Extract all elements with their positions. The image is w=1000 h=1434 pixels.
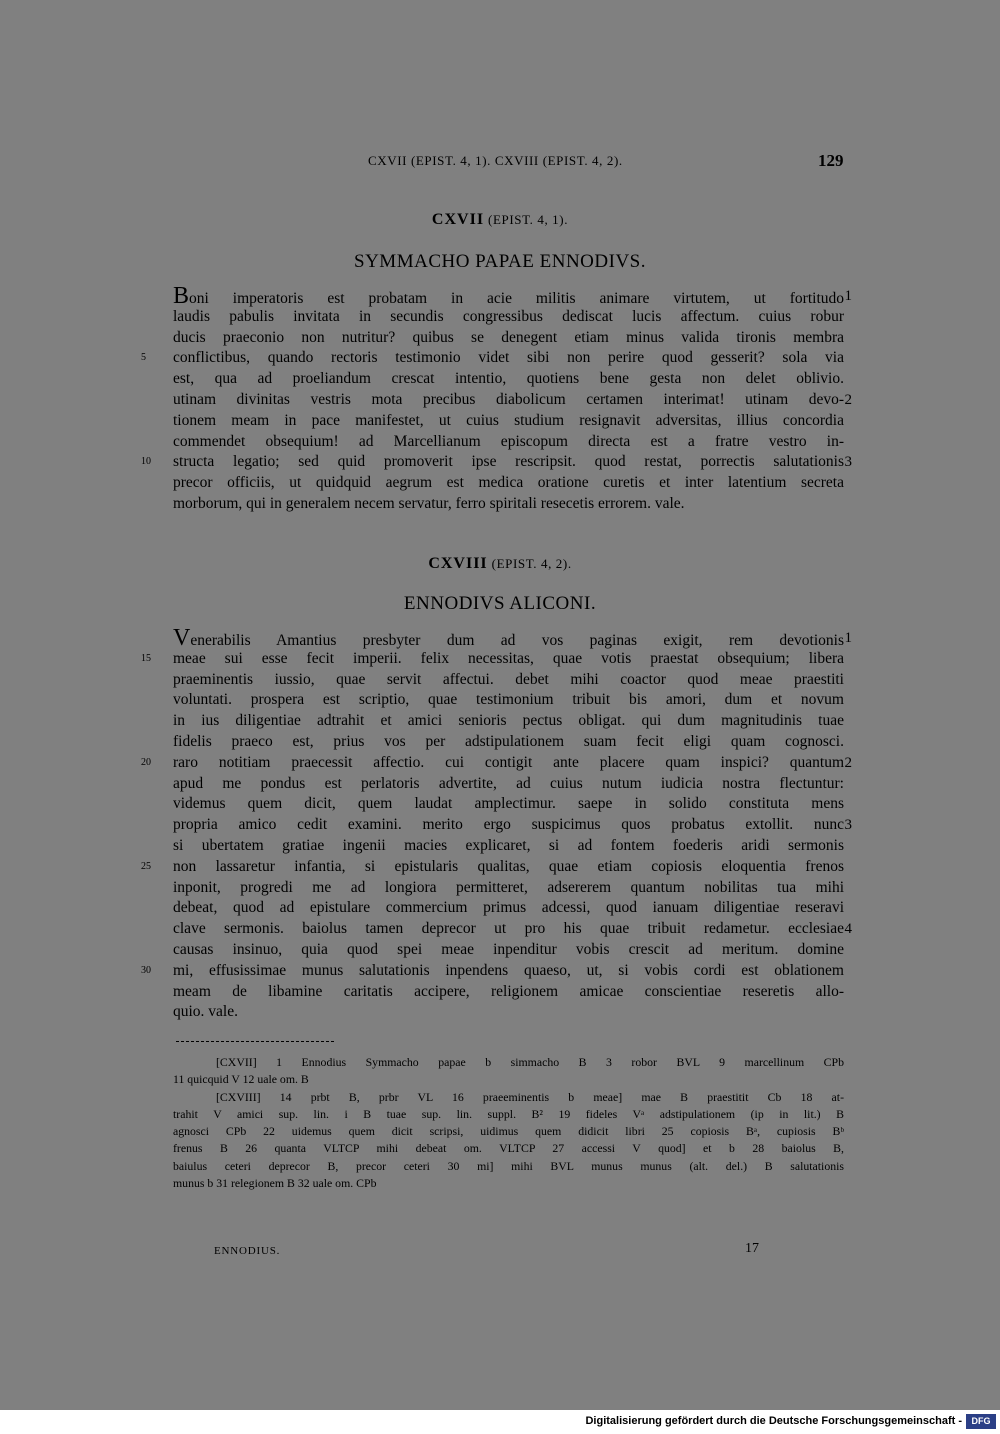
apparatus-line: [CXVIII] 14 prbt B, prbr VL 16 praeeminentis b meae] mae B praestitit Cb 18 at-: [216, 1089, 844, 1104]
text-line: [173, 473, 844, 494]
text-line: [173, 982, 844, 1003]
line-text: debeat, quod ad epistulare commercium primus adcessi, quod ianuam diligentiae reseravi: [173, 899, 844, 917]
footer-signature: ENNODIUS.: [214, 1245, 281, 1257]
text-line: [141, 857, 844, 878]
section-number: 1: [844, 630, 852, 646]
line-text: clave sermonis. baiolus tamen deprecor ut pro his quae tribuit redametur. ecclesiae: [173, 920, 844, 938]
line-text: est, qua ad proeliandum crescat intentio, quotiens bene gesta non delet oblivio.: [173, 370, 844, 388]
line-text: laudis pabulis invitata in secundis congressibus dediscat lucis affectum. cuius robur: [173, 307, 844, 325]
text-line: [173, 411, 844, 432]
line-text: raro notitiam praecessit affectio. cui contigit ante placere quam inspici? quantum: [173, 753, 844, 771]
line-text: causas insinuo, quia quod spei meae inpenditur vobis crescit ad meritum. domine: [173, 940, 844, 958]
line-number: 15: [141, 652, 151, 664]
text-line: [173, 732, 844, 753]
section-number: 3: [844, 817, 852, 834]
line-number: 30: [141, 964, 151, 976]
apparatus-line: frenus B 26 quanta VLTCP mihi debeat om. VLTCP 27 accessi V quod] et b 28 baiolus B,: [173, 1141, 844, 1156]
letter-2-heading: [0, 555, 1000, 573]
letter-1-number: CXVII: [431, 211, 485, 228]
apparatus-line: munus b 31 relegionem B 32 uale om. CPb: [173, 1176, 377, 1191]
section-number: 4: [844, 921, 852, 938]
text-line: [173, 815, 852, 836]
text-line: [173, 369, 844, 390]
line-text: utinam divinitas vestris mota precibus diabolicum certamen interimat! utinam devo-: [173, 390, 844, 408]
letter-2-title: ENNODIVS ALICONI.: [403, 593, 597, 614]
line-text: morborum, qui in generalem necem servatur, ferro spiritali resecetis errorem. vale.: [173, 494, 685, 512]
line-text: quio. vale.: [173, 1003, 238, 1021]
line-text: voluntati. prospera est scriptio, quae testimonium tribuit bis amori, dum et novum: [173, 691, 844, 709]
critical-apparatus: [173, 1054, 844, 1192]
initial-letter: V: [173, 625, 191, 651]
text-line: [173, 307, 844, 328]
text-line: [173, 494, 844, 515]
line-text: structa legatio; sed quid promoverit ipse rescripsit. quod restat, porrectis salutationis: [173, 453, 844, 471]
running-head: CXVII (EPIST. 4, 1). CXVIII (EPIST. 4, 2).: [368, 153, 623, 168]
line-number: 10: [141, 456, 151, 468]
text-line: [141, 649, 844, 670]
text-line: [173, 328, 844, 349]
line-text: conflictibus, quando rectoris testimonio videt sibi non perire quod gesserit? sola via: [173, 349, 844, 367]
line-text: fidelis praeco est, prius vos per adstipulationem suam fecit eligi quam cognosci.: [173, 732, 844, 750]
text-line: [173, 283, 852, 309]
line-text: praeminentis iussio, quae servit affectui. debet mihi coactor quod meae praestiti: [173, 670, 844, 688]
letter-2-text: [141, 625, 852, 1023]
dfg-funding-text: Digitalisierung gefördert durch die Deutsche Forschungsgemeinschaft -: [585, 1415, 962, 1427]
text-line: [173, 940, 844, 961]
text-line: [173, 625, 852, 651]
letter-1-text: [141, 283, 852, 515]
line-text: propria amico cedit examini. merito ergo suspicimus quos probatus extollit. nunc: [173, 816, 844, 834]
dfg-funding-bar: [0, 1410, 1000, 1434]
letter-1-heading: [0, 211, 1000, 229]
line-text: ducis praeconio non nutritur? quibus se denegent etiam minus valida tironis membra: [173, 328, 844, 346]
line-text: tionem meam in pace manifestet, ut cuius studium resignavit adversitas, illius concordia: [173, 411, 844, 429]
line-text: enerabilis Amantius presbyter dum ad vos paginas exigit, rem devotionis: [190, 632, 844, 649]
apparatus-line: baiulus ceteri deprecor B, precor ceteri 30 mi] mihi BVL munus munus (alt. del.) B salutationis: [173, 1158, 844, 1173]
text-line: [141, 961, 844, 982]
line-text: commendet obsequium! ad Marcellianum episcopum directa est a fratre vestro in-: [173, 432, 844, 450]
line-text: in ius diligentiae adtrahit et amici senioris pectus obligat. qui dum magnitudinis tuae: [173, 712, 844, 730]
text-line: [173, 898, 844, 919]
section-number: 2: [844, 391, 852, 408]
apparatus-line: agnosci CPb 22 uidemus quem dicit scripsi, uidimus quem didicit libri 25 copiosis Bᵃ, cupiosis Bᵇ: [173, 1124, 844, 1139]
section-number: 1: [844, 288, 852, 304]
initial-letter: B: [173, 283, 190, 309]
line-text: si ubertatem gratiae ingenii macies explicaret, si ad fontem foederis aridi sermonis: [173, 836, 844, 854]
letter-1-title: SYMMACHO PAPAE ENNODIVS.: [354, 251, 646, 272]
line-text: meam de libamine caritatis accipere, religionem amicae conscientiae reseretis allo-: [173, 982, 844, 1000]
line-number: 5: [141, 352, 146, 364]
line-text: inponit, progredi me ad longiora permitteret, adsererem quantum nobilitas tua mihi: [173, 878, 844, 896]
text-line: [173, 670, 844, 691]
line-number: 20: [141, 756, 151, 768]
line-text: non lassaretur infantia, si epistularis qualitas, quae etiam copiosis eloquentia frenos: [173, 857, 844, 875]
text-line: [141, 348, 844, 369]
text-line: [173, 390, 852, 411]
section-number: 2: [844, 754, 852, 771]
text-line: [173, 794, 844, 815]
text-line: [173, 690, 844, 711]
text-line: [173, 878, 844, 899]
text-line: [173, 774, 844, 795]
page-number: 129: [818, 151, 844, 170]
text-line: [173, 836, 844, 857]
apparatus-line: trahit V amici sup. lin. i B tuae sup. lin. suppl. B² 19 fideles Vᵃ adstipulationem (ip in lit.) B: [173, 1106, 844, 1121]
line-text: videmus quem dicit, quem laudat amplectimur. saepe in solido constituta mens: [173, 795, 844, 813]
text-line: [141, 753, 852, 774]
line-text: precor officiis, ut quidquid aegrum est medica oratione curetis et inter latentium secreta: [173, 474, 844, 492]
line-number: 25: [141, 860, 151, 872]
footer-sheet-number: 17: [745, 1241, 759, 1256]
section-number: 3: [844, 454, 852, 471]
text-line: [173, 919, 852, 940]
letter-1-source: (EPIST. 4, 1).: [488, 212, 569, 227]
footnote-rule: [176, 1041, 334, 1042]
text-line: [173, 711, 844, 732]
line-text: mi, effusissimae munus salutationis inpendens quaeso, ut, si vobis cordi est oblationem: [173, 961, 844, 979]
text-line: [173, 1002, 844, 1023]
text-line: [173, 432, 844, 453]
apparatus-line: 11 quicquid V 12 uale om. B: [173, 1072, 309, 1087]
apparatus-line: [CXVII] 1 Ennodius Symmacho papae b simmacho B 3 robor BVL 9 marcellinum CPb: [216, 1055, 844, 1069]
line-text: meae sui esse fecit imperii. felix necessitas, quae votis praestat obsequium; libera: [173, 649, 844, 667]
dfg-logo: DFG: [966, 1414, 996, 1429]
line-text: apud me pondus est perlatoris advertite, ad cuius nutum iudicia nostra flectuntur:: [173, 774, 844, 792]
text-line: [141, 452, 852, 473]
letter-2-source: (EPIST. 4, 2).: [491, 556, 572, 571]
line-text: oni imperatoris est probatam in acie militis animare virtutem, ut fortitudo: [189, 290, 844, 307]
letter-2-number: CXVIII: [428, 555, 488, 572]
